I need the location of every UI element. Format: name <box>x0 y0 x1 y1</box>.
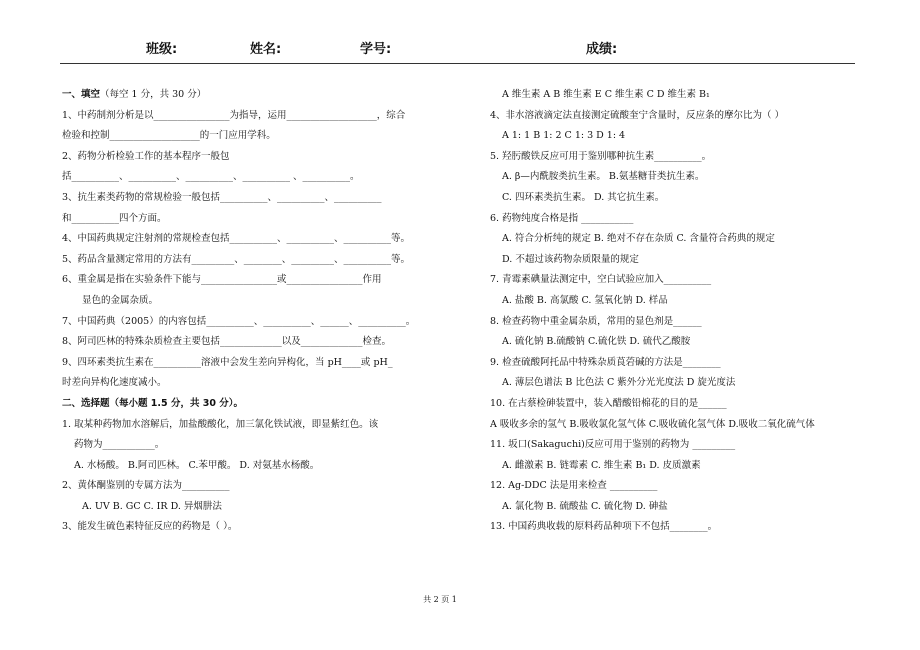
section-heading-note: （每空 1 分，共 30 分） <box>100 89 207 100</box>
question-line: A. 氯化物 B. 硫酸盐 C. 硫化物 D. 砷盐 <box>502 500 668 512</box>
question-line: A 1: 1 B 1: 2 C 1: 3 D 1: 4 <box>502 130 626 142</box>
question-line: A. 雌激素 B. 链霉素 C. 维生素 B₁ D. 皮质激素 <box>502 459 701 471</box>
class-label: 班级: <box>146 42 178 57</box>
question-line: 括__________、__________、__________、__________ 、__________。 <box>62 171 360 183</box>
question-line: 1. 取某种药物加水溶解后，加盐酸酸化，加三氯化铁试液，即显紫红色。该 <box>62 418 379 430</box>
question-line: 6. 药物纯度合格是指 ___________ <box>490 212 634 224</box>
question-line: 9. 检查硫酸阿托品中特殊杂质莨菪碱的方法是________ <box>490 356 721 368</box>
question-line: A 吸收多余的氢气 B.吸收氯化氢气体 C.吸收硫化氢气体 D.吸收二氧化硫气体 <box>490 418 815 430</box>
section-heading <box>62 394 444 415</box>
question-line: 4、中国药典规定注射剂的常规检查包括__________、__________、__________等。 <box>62 233 411 245</box>
question-line: 检验和控制___________________的一门应用学科。 <box>62 130 276 142</box>
left-column <box>62 85 444 538</box>
page-footer: 共 2 页 1 <box>423 595 457 604</box>
question-line: 7. 青霉素碘量法测定中，空白试验应加入__________ <box>490 274 712 286</box>
question-line: 2、黄体酮鉴别的专属方法为__________ <box>62 480 230 492</box>
question-line: 2、药物分析检验工作的基本程序一般包 <box>62 150 230 162</box>
question-line: A. 硫化钠 B.硫酸钠 C.硫化铁 D. 硫代乙酸胺 <box>502 336 691 348</box>
question-line: A. 薄层色谱法 B 比色法 C 紫外分光光度法 D 旋光度法 <box>502 377 736 389</box>
question-line: 时差向异构化速度减小。 <box>62 377 167 389</box>
question-line: 8. 检查药物中重金属杂质，常用的显色剂是______ <box>490 315 702 327</box>
right-column <box>490 85 870 538</box>
question-line: 3、抗生素类药物的常规检验一般包括__________、__________、__________ <box>62 191 382 203</box>
question-line: 10. 在古蔡检砷装置中，装入醋酸铅棉花的目的是______ <box>490 397 727 409</box>
question-line: 11. 坂口(Sakaguchi)反应可用于鉴别的药物为 _________ <box>490 439 736 451</box>
section-heading-title: 一、填空 <box>62 89 101 100</box>
student-id-label: 学号: <box>360 42 392 57</box>
question-line: 13. 中国药典收载的原料药品种项下不包括________。 <box>490 521 718 533</box>
question-line: D. 不超过该药物杂质限量的规定 <box>502 253 639 265</box>
question-line: 3、能发生硫色素特征反应的药物是（ ）。 <box>62 521 238 533</box>
question-line: A. UV B. GC C. IR D. 异烟肼法 <box>82 500 222 512</box>
score-label: 成绩: <box>586 42 618 57</box>
question-line: 5. 羟肟酸铁反应可用于鉴别哪种抗生素__________。 <box>490 150 712 162</box>
question-line: A. 盐酸 B. 高氯酸 C. 氢氧化钠 D. 样品 <box>502 294 668 306</box>
question-line: 5、药品含量测定常用的方法有_________、________、_________、__________等。 <box>62 253 411 265</box>
question-line: C. 四环素类抗生素。 D. 其它抗生素。 <box>502 191 665 203</box>
question-line: 显色的金属杂质。 <box>82 294 159 306</box>
question-line: 8、阿司匹林的特殊杂质检查主要包括_____________以及_____________检查。 <box>62 336 392 348</box>
name-label: 姓名: <box>250 42 282 57</box>
question-line: 6、重金属是指在实验条件下能与________________或________________作用 <box>62 274 382 286</box>
question-line: A. 符合分析纯的规定 B. 绝对不存在杂质 C. 含量符合药典的规定 <box>502 233 775 245</box>
question-line: 4、非水溶液滴定法直接测定硫酸奎宁含量时，反应条的摩尔比为（ ） <box>490 109 785 121</box>
section-heading <box>62 85 444 106</box>
question-line: A. β—内酰胺类抗生素。 B.氨基糖苷类抗生素。 <box>502 171 705 183</box>
question-line: 9、四环素类抗生素在__________溶液中会发生差向异构化，当 pH____或 pH_ <box>62 356 393 368</box>
question-line: 和__________四个方面。 <box>62 212 167 224</box>
question-line: 12. Ag-DDC 法是用来检查 __________ <box>490 480 658 492</box>
question-line: A 维生素 A B 维生素 E C 维生素 C D 维生素 B₁ <box>502 89 710 100</box>
section-heading-title: 二、选择题（每小题 1.5 分，共 30 分）。 <box>62 397 244 409</box>
question-line: 1、中药制剂分析是以________________为指导，运用___________________，综合 <box>62 109 406 121</box>
question-line: A. 水杨酸。 B.阿司匹林。 C.苯甲酸。 D. 对氨基水杨酸。 <box>74 459 320 471</box>
question-line: 药物为___________。 <box>74 439 165 451</box>
header-divider <box>60 63 855 64</box>
question-line: 7、中国药典（2005）的内容包括__________、__________、______、__________。 <box>62 315 416 327</box>
